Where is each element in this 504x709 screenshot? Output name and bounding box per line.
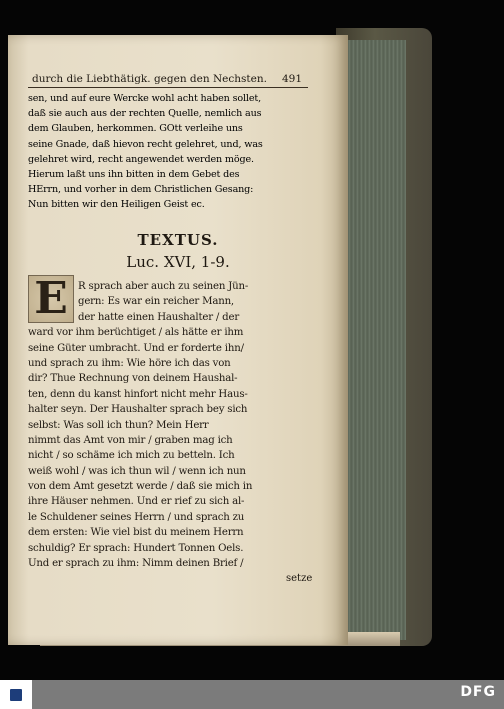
running-head xyxy=(32,65,302,85)
text-line: nicht / so schäme ich mich zu betteln. Ich xyxy=(28,450,235,462)
body-line: Hierum laßt uns ihn bitten in dem Gebet des xyxy=(28,168,240,180)
text-line: weiß wohl / was ich thun wil / wenn ich nun xyxy=(28,465,246,477)
body-line: Nun bitten wir den Heiligen Geist ec. xyxy=(28,199,205,211)
body-top xyxy=(28,91,304,213)
body-line: daß sie auch aus der rechten Quelle, nemlich aus xyxy=(28,108,262,120)
viewer-footer-bar xyxy=(0,680,504,709)
library-logo-icon xyxy=(10,689,22,701)
body-line: dem Glauben, herkommen. GOtt verleihe uns xyxy=(28,123,243,135)
body-line: HErrn, und vorher in dem Christlichen Gesang: xyxy=(28,184,254,196)
body-line: gelehret wird, recht angewendet werden möge. xyxy=(28,153,254,165)
body-line: seine Gnade, daß hievon recht gelehret, und, was xyxy=(28,138,263,150)
dfg-logo: DFG xyxy=(460,684,496,700)
section-title: TEXTUS. xyxy=(137,231,219,249)
text-line: ward vor ihm berüchtiget / als hätte er ihm xyxy=(28,327,244,339)
decorated-initial: E xyxy=(28,275,74,323)
text-line: selbst: Was soll ich thun? Mein Herr xyxy=(28,419,209,431)
text-line: und sprach zu ihm: Wie höre ich das von xyxy=(28,357,231,369)
section-reference: Luc. XVI, 1-9. xyxy=(126,253,230,271)
text-line: der hatte einen Haushalter / der xyxy=(78,311,239,323)
catchword: setze xyxy=(286,573,313,584)
text-line: dir? Thue Rechnung von deinem Haushal- xyxy=(28,373,238,385)
text-line: dem ersten: Wie viel bist du meinem Herrn xyxy=(28,527,244,539)
body-line: sen, und auf eure Wercke wohl acht haben sollet, xyxy=(28,93,261,104)
library-logo xyxy=(0,680,32,709)
text-line: ihre Häuser nehmen. Und er rief zu sich al- xyxy=(28,496,245,508)
text-line: Und er sprach zu ihm: Nimm deinen Brief / xyxy=(28,558,244,570)
page-number: 491 xyxy=(281,73,302,85)
book-page xyxy=(8,35,348,645)
text-line: seine Güter umbracht. Und er forderte ihn/ xyxy=(28,342,244,354)
text-line: halter seyn. Der Haushalter sprach bey sich xyxy=(28,404,248,416)
page-edges xyxy=(340,40,406,640)
text-line: gern: Es war ein reicher Mann, xyxy=(78,296,234,308)
text-line: ten, denn du kanst hinfort nicht mehr Haus- xyxy=(28,388,248,400)
scripture-text xyxy=(28,279,306,571)
header-rule xyxy=(28,87,308,88)
running-title: durch die Liebthätigk. gegen den Nechsten. xyxy=(32,73,267,85)
text-line: le Schuldener seines Herrn / und sprach zu xyxy=(28,511,245,523)
text-line: nimmt das Amt von mir / graben mag ich xyxy=(28,434,233,446)
text-line: R sprach aber auch zu seinen Jün- xyxy=(78,281,249,292)
text-line: schuldig? Er sprach: Hundert Tonnen Oels. xyxy=(28,542,244,554)
text-line: von dem Amt gesetzt werde / daß sie mich in xyxy=(28,481,253,493)
